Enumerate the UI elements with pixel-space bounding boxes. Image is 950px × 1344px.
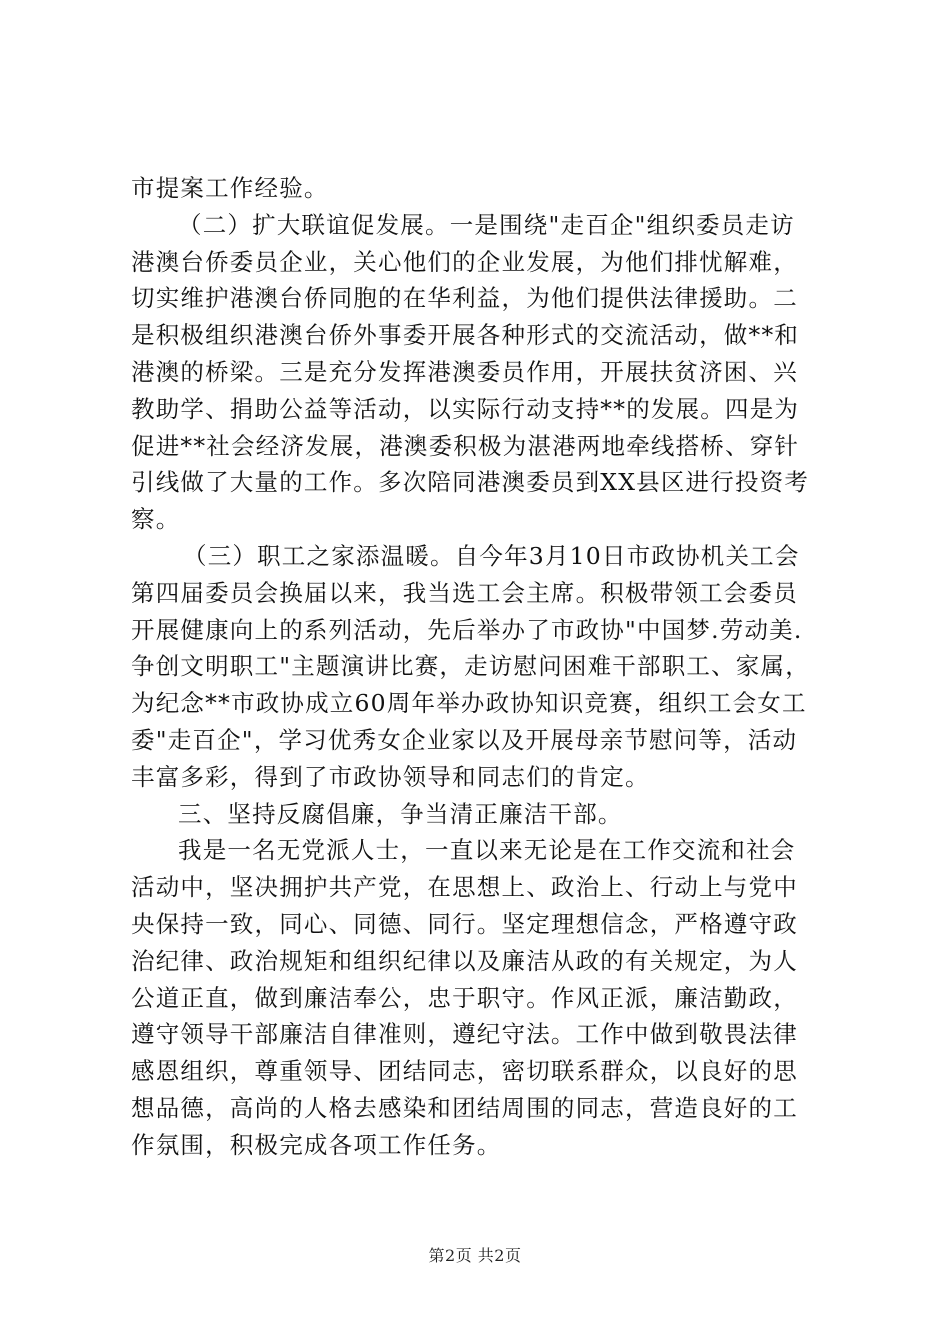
page-number: 第2页 共2页	[428, 1246, 522, 1265]
text-line: 委"走百企"，学习优秀女企业家以及开展母亲节慰问等，活动	[131, 725, 798, 754]
text-line: 引线做了大量的工作。多次陪同港澳委员到XX县区进行投资考	[131, 468, 810, 497]
text-line: 市提案工作经验。	[131, 174, 329, 202]
text-line: 察。	[131, 505, 181, 534]
text-line: 作氛围，积极完成各项工作任务。	[131, 1130, 502, 1159]
paragraph-heading-3: （三）职工之家添温暖。自今年3月10日市政协机关工会	[183, 541, 800, 570]
paragraph-heading-2: （二）扩大联谊促发展。一是围绕"走百企"组织委员走访	[178, 210, 795, 239]
text-line: 为纪念**市政协成立60周年举办政协知识竞赛，组织工会女工	[131, 689, 807, 718]
text-line: 公道正直，做到廉洁奉公，忠于职守。作风正派，廉洁勤政，	[131, 983, 798, 1012]
section-heading-3: 三、坚持反腐倡廉，争当清正廉洁干部。	[178, 799, 623, 828]
text-line: 治纪律、政治规矩和组织纪律以及廉洁从政的有关规定，为人	[131, 946, 798, 975]
text-line: 争创文明职工"主题演讲比赛，走访慰问困难干部职工、家属，	[131, 652, 810, 681]
text-line: 第四届委员会换届以来，我当选工会主席。积极带领工会委员	[131, 578, 798, 607]
paragraph-start: 我是一名无党派人士，一直以来无论是在工作交流和社会	[178, 836, 796, 865]
text-line: 想品德，高尚的人格去感染和团结周围的同志，营造良好的工	[131, 1093, 798, 1122]
text-line: 港澳台侨委员企业，关心他们的企业发展，为他们排忧解难，	[131, 247, 798, 276]
text-line: 促进**社会经济发展，港澳委积极为湛港两地牵线搭桥、穿针	[131, 431, 800, 460]
text-line: 是积极组织港澳台侨外事委开展各种形式的交流活动，做**和	[131, 321, 800, 350]
text-line: 感恩组织，尊重领导、团结同志，密切联系群众，以良好的思	[131, 1057, 798, 1086]
text-line: 开展健康向上的系列活动，先后举办了市政协"中国梦.劳动美.	[131, 615, 803, 644]
text-line: 教助学、捐助公益等活动，以实际行动支持**的发展。四是为	[131, 394, 800, 423]
text-line: 港澳的桥梁。三是充分发挥港澳委员作用，开展扶贫济困、兴	[131, 357, 798, 386]
text-line: 央保持一致，同心、同德、同行。坚定理想信念，严格遵守政	[131, 909, 798, 938]
text-line: 切实维护港澳台侨同胞的在华利益，为他们提供法律援助。二	[131, 284, 798, 313]
text-line: 遵守领导干部廉洁自律准则，遵纪守法。工作中做到敬畏法律	[131, 1020, 798, 1049]
text-line: 丰富多彩，得到了市政协领导和同志们的肯定。	[131, 762, 650, 791]
text-line: 活动中，坚决拥护共产党，在思想上、政治上、行动上与党中	[131, 873, 798, 902]
document-body	[131, 170, 833, 1164]
